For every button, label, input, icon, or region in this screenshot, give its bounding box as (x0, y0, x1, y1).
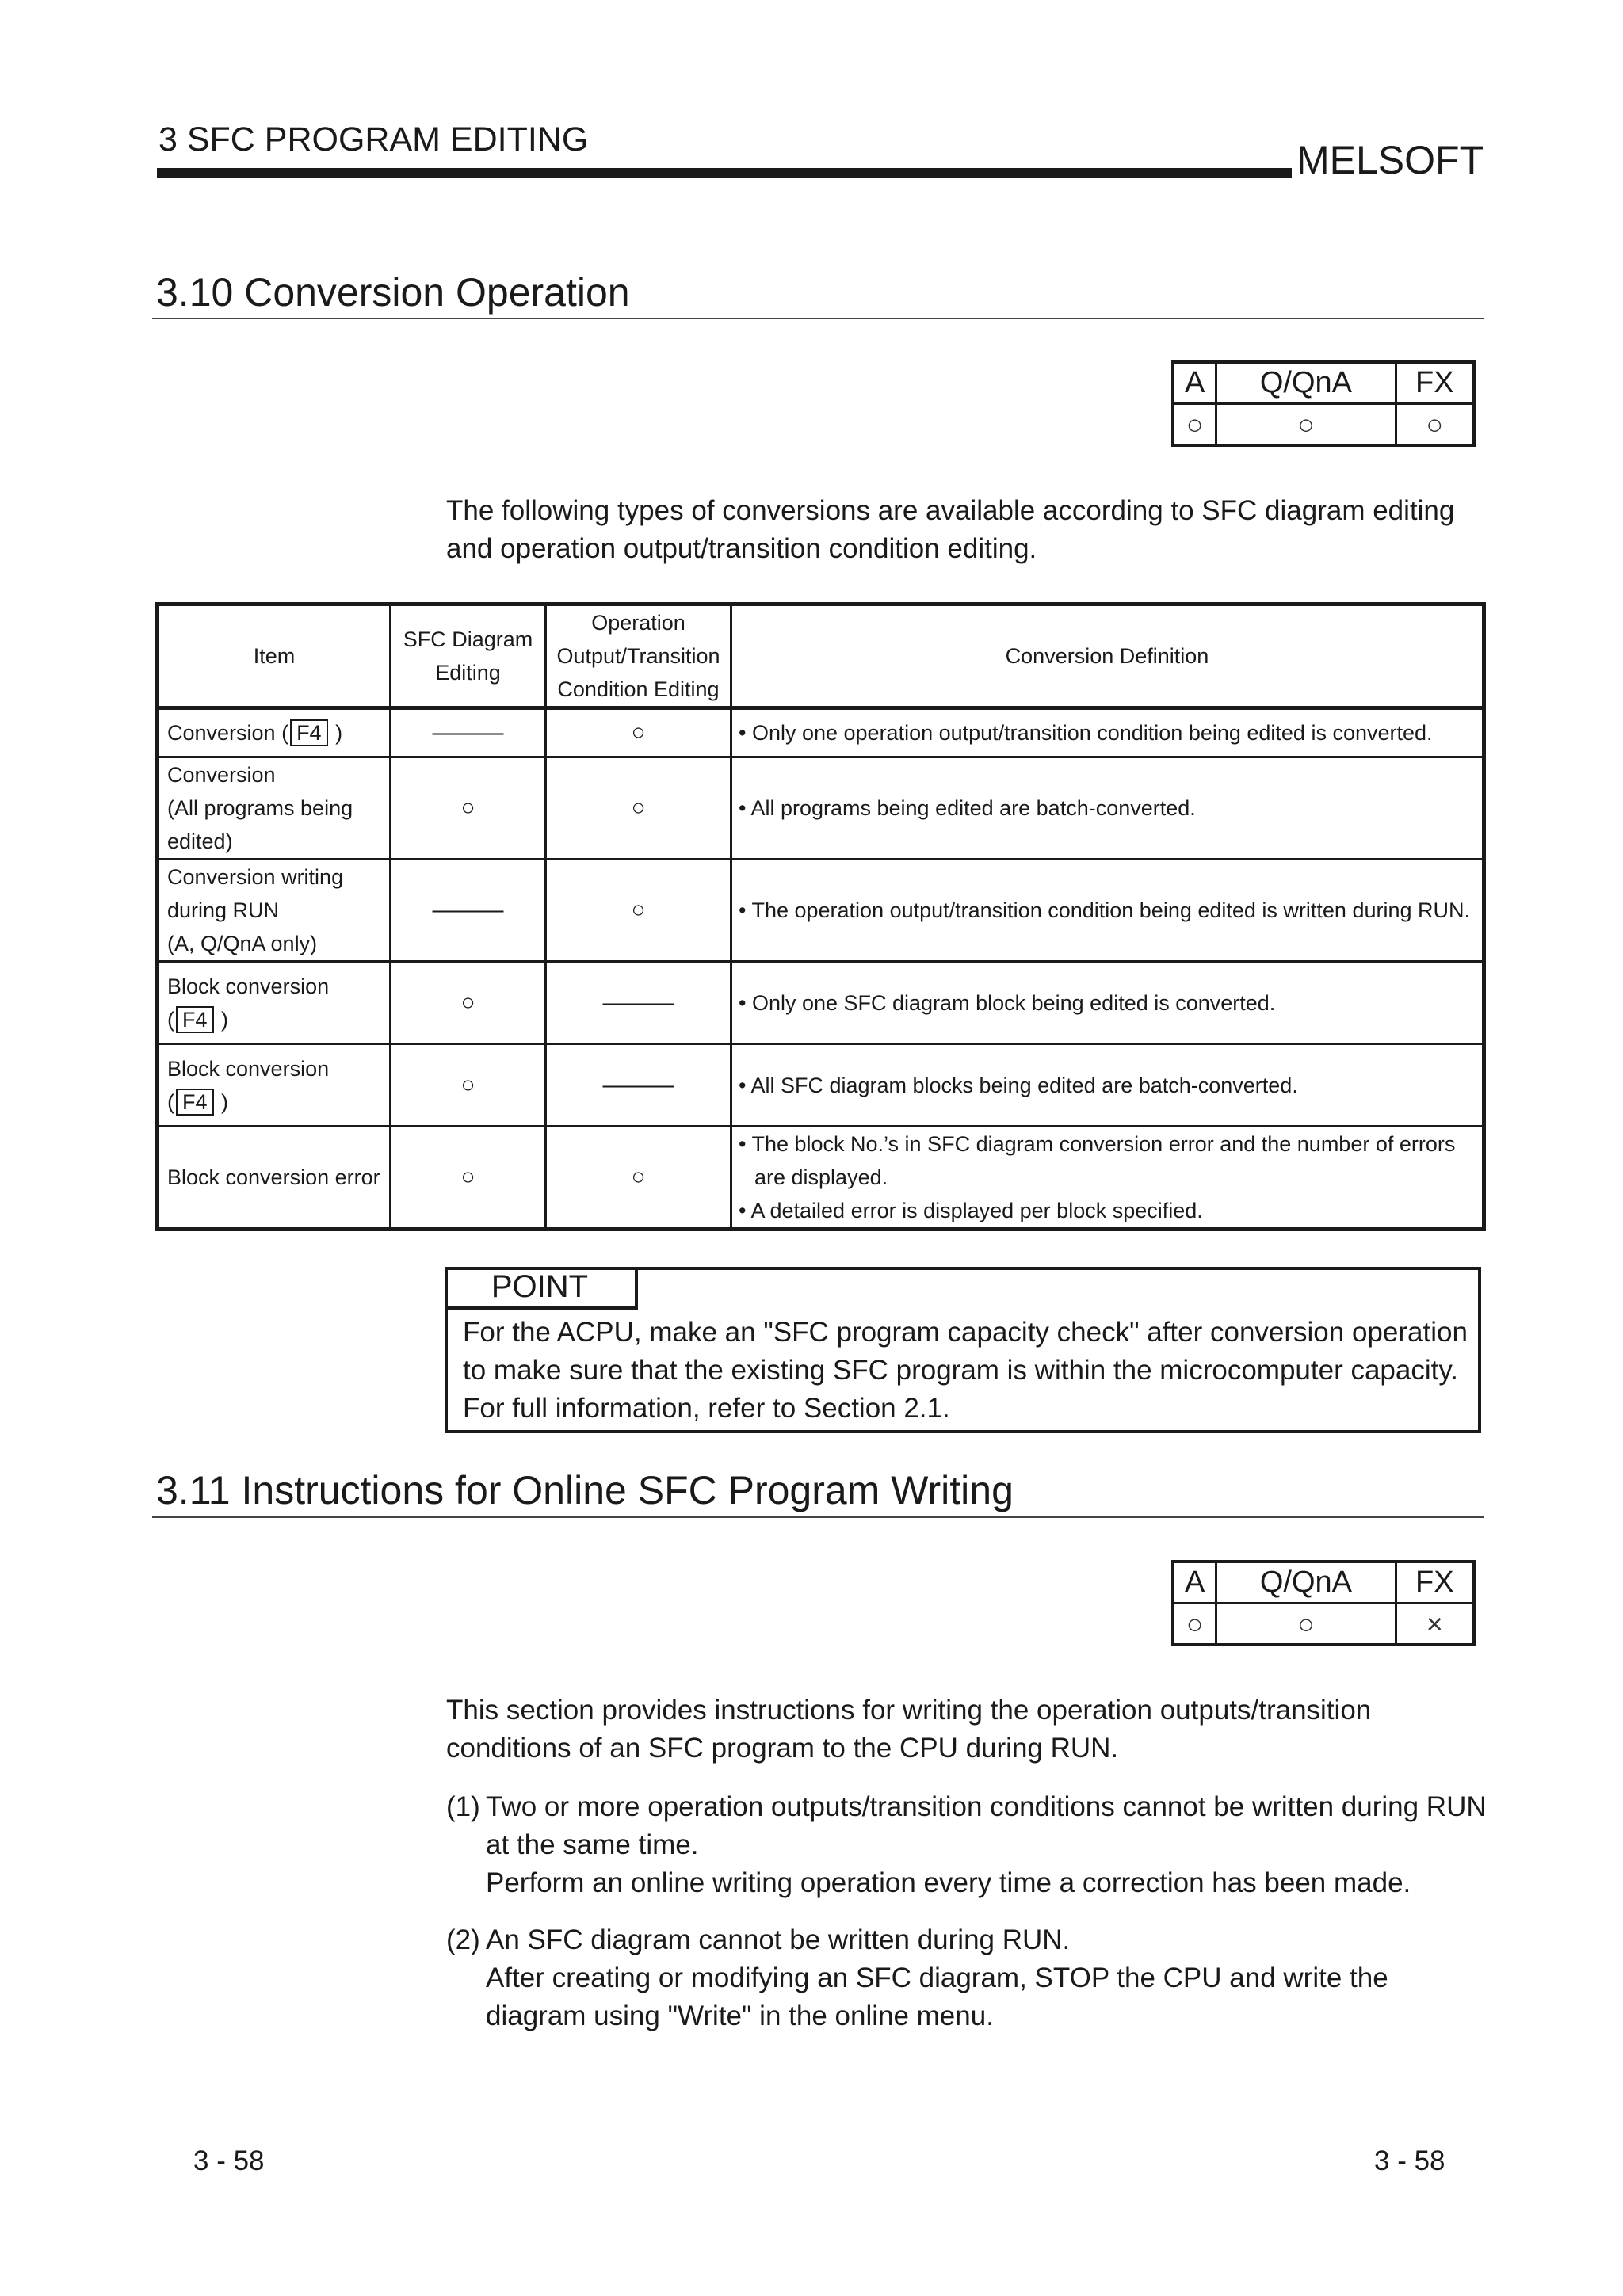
list-item (446, 1788, 1492, 1902)
item-text: Block conversion (167, 974, 330, 998)
row-item (158, 1044, 391, 1127)
list-number: (1) (446, 1791, 480, 1822)
op-editing-cell: ○ (546, 757, 731, 860)
item-text: Conversion writing (167, 865, 344, 889)
brand-logo: MELSOFT (1296, 138, 1484, 182)
point-line: For the ACPU, make an "SFC program capacity check" after conversion operation (463, 1317, 1468, 1348)
definition-text: • The operation output/transition condition being edited is written during RUN. (739, 898, 1470, 922)
compat-symbol-fx: × (1396, 1604, 1474, 1646)
f4-key: F4 (176, 1006, 214, 1033)
table-row (158, 708, 1484, 757)
definition-cell (731, 860, 1484, 962)
header-sfc-diagram-editing: SFC Diagram Editing (391, 605, 546, 708)
page-number-left: 3 - 58 (193, 2145, 265, 2176)
compat-symbol-qna: ○ (1216, 404, 1396, 446)
table-row (158, 1044, 1484, 1127)
compat-symbol-qna: ○ (1216, 1604, 1396, 1646)
point-label: POINT (445, 1267, 638, 1310)
conversion-table (155, 602, 1486, 1231)
item-text: Block conversion (167, 1056, 330, 1081)
point-line: to make sure that the existing SFC program is within the microcomputer capacity. (463, 1355, 1458, 1386)
op-editing-cell: ○ (546, 708, 731, 757)
compat-header-qna: Q/QnA (1216, 1562, 1396, 1604)
item-text: ( (167, 1007, 174, 1032)
sfc-editing-cell: ——— (391, 860, 546, 962)
point-text (463, 1314, 1469, 1428)
row-item (158, 962, 391, 1044)
definition-cell (731, 708, 1484, 757)
row-item (158, 757, 391, 860)
list-text: After creating or modifying an SFC diagram, STOP the CPU and write the diagram using "Write" in the online menu. (486, 1962, 1388, 2031)
op-editing-cell: ——— (546, 962, 731, 1044)
compat-header-fx: FX (1396, 362, 1474, 404)
item-text: ( (167, 1089, 174, 1114)
item-text: Conversion (167, 763, 276, 787)
row-item: Block conversion error (158, 1127, 391, 1230)
definition-text: • A detailed error is displayed per block specified. (739, 1199, 1203, 1222)
table-row (158, 1127, 1484, 1230)
compat-symbol-fx: ○ (1396, 404, 1474, 446)
item-text: edited) (167, 830, 233, 853)
section-title-conversion: 3.10 Conversion Operation (156, 270, 630, 315)
table-row (158, 757, 1484, 860)
chapter-title: 3 SFC PROGRAM EDITING (158, 120, 589, 158)
instruction-list (446, 1788, 1492, 2054)
definition-cell (731, 757, 1484, 860)
definition-cell (731, 1127, 1484, 1230)
section-title-online-writing: 3.11 Instructions for Online SFC Program Writing (156, 1468, 1014, 1512)
header-operation-editing: Operation Output/Transition Condition Editing (546, 605, 731, 708)
intro-paragraph: This section provides instructions for writing the operation outputs/transition conditions of an SFC program to the CPU during RUN. (446, 1695, 1372, 1764)
item-text: ) (215, 1089, 229, 1114)
f4-key: F4 (290, 719, 328, 746)
definition-text: are displayed. (754, 1165, 888, 1189)
definition-cell (731, 1044, 1484, 1127)
compat-symbol-a: ○ (1173, 1604, 1216, 1646)
section-rule (152, 318, 1484, 319)
list-text: Two or more operation outputs/transition conditions cannot be written during RUN at the same time. (486, 1791, 1487, 1860)
row-item (158, 708, 391, 757)
f4-key: F4 (176, 1089, 214, 1116)
definition-text: • All SFC diagram blocks being edited are batch-converted. (739, 1073, 1298, 1097)
compatibility-table (1171, 1560, 1476, 1646)
point-line: For full information, refer to Section 2.1. (463, 1393, 950, 1424)
item-text: (All programs being (167, 796, 353, 820)
item-text: ) (329, 721, 343, 745)
definition-cell (731, 962, 1484, 1044)
sfc-editing-cell: ○ (391, 1127, 546, 1230)
compat-header-a: A (1173, 1562, 1216, 1604)
compatibility-table (1171, 360, 1476, 447)
list-number: (2) (446, 1924, 480, 1955)
sfc-editing-cell: ○ (391, 757, 546, 860)
list-text: An SFC diagram cannot be written during RUN. (486, 1924, 1071, 1955)
compat-header-qna: Q/QnA (1216, 362, 1396, 404)
item-text: (A, Q/QnA only) (167, 932, 318, 955)
definition-text: • Only one SFC diagram block being edited is converted. (739, 990, 1276, 1015)
header-item: Item (158, 605, 391, 708)
header-conversion-definition: Conversion Definition (731, 605, 1484, 708)
item-text: ) (215, 1007, 229, 1032)
header-rule (157, 168, 1292, 178)
item-text: Conversion ( (167, 721, 289, 745)
table-row (158, 860, 1484, 962)
compat-header-fx: FX (1396, 1562, 1474, 1604)
table-row (158, 962, 1484, 1044)
definition-text: • All programs being edited are batch-converted. (739, 796, 1196, 820)
row-item (158, 860, 391, 962)
item-text: during RUN (167, 898, 280, 922)
list-item (446, 1921, 1492, 2035)
sfc-editing-cell: ——— (391, 708, 546, 757)
sfc-editing-cell: ○ (391, 962, 546, 1044)
section-rule (152, 1516, 1484, 1518)
op-editing-cell: ——— (546, 1044, 731, 1127)
intro-paragraph: The following types of conversions are available according to SFC diagram editing and operation output/transition condition editing. (446, 495, 1455, 564)
page-number-right: 3 - 58 (1374, 2145, 1445, 2176)
definition-text: • Only one operation output/transition condition being edited is converted. (739, 721, 1433, 745)
op-editing-cell: ○ (546, 860, 731, 962)
compat-symbol-a: ○ (1173, 404, 1216, 446)
list-text: Perform an online writing operation every time a correction has been made. (486, 1867, 1411, 1898)
op-editing-cell: ○ (546, 1127, 731, 1230)
sfc-editing-cell: ○ (391, 1044, 546, 1127)
compat-header-a: A (1173, 362, 1216, 404)
definition-text: • The block No.’s in SFC diagram conversion error and the number of errors (739, 1132, 1456, 1156)
